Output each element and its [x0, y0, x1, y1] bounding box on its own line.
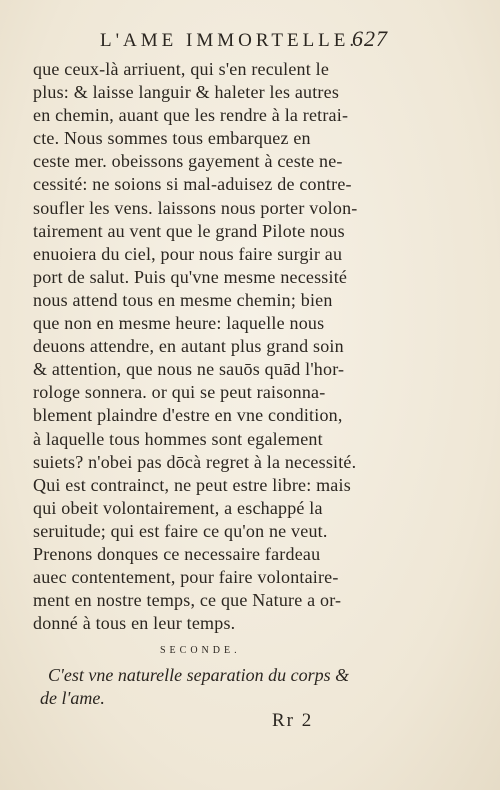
text-line: auec contentement, pour faire volontaire- — [33, 567, 339, 588]
page-number: 627 — [352, 26, 388, 51]
section-label: SECONDE. — [160, 645, 241, 656]
text-line: donné à tous en leur temps. — [33, 613, 236, 634]
text-line: rologe sonnera. or qui se peut raisonna- — [33, 382, 326, 403]
text-line: Qui est contrainct, ne peut estre libre: mais — [33, 474, 351, 495]
text-line: nous attend tous en mesme chemin; bien — [33, 289, 333, 310]
italic-heading-line: C'est vne naturelle separation du corps & — [48, 665, 350, 685]
text-line: blement plaindre d'estre en vne condition, — [33, 405, 343, 426]
text-line: tairement au vent que le grand Pilote nous — [33, 220, 345, 241]
italic-heading — [40, 664, 400, 710]
text-line: port de salut. Puis qu'vne mesme necessité — [33, 266, 348, 287]
text-line: cte. Nous sommes tous embarquez en — [33, 128, 311, 149]
signature-mark: Rr 2 — [272, 710, 314, 731]
text-line: cessité: ne soions si mal-aduisez de contre- — [33, 174, 352, 195]
text-line: à laquelle tous hommes sont egalement — [33, 428, 323, 449]
text-line: suiets? n'obei pas dōcà regret à la necessité. — [33, 451, 357, 472]
text-line: que ceux-là arriuent, qui s'en reculent le — [33, 59, 330, 79]
text-line: ceste mer. obeissons gayement à ceste ne- — [33, 151, 343, 172]
text-line: qui obeit volontairement, a eschappé la — [33, 497, 323, 518]
text-line: plus: & laisse languir & haleter les autres — [33, 82, 340, 103]
italic-heading-line: de l'ame. — [40, 688, 105, 708]
text-line: deuons attendre, en autant plus grand soin — [33, 336, 344, 357]
text-line: & attention, que nous ne sauōs quād l'hor- — [33, 359, 345, 380]
running-head: L'AME IMMORTELLE. — [100, 30, 359, 51]
text-line: seruitude; qui est faire ce qu'on ne veut. — [33, 520, 328, 541]
text-line: enuoiera du ciel, pour nous faire surgir au — [33, 243, 343, 264]
text-line: en chemin, auant que les rendre à la retrai- — [33, 105, 349, 126]
text-line: ment en nostre temps, ce que Nature a or- — [33, 590, 342, 611]
text-line: soufler les vens. laissons nous porter volon- — [33, 197, 358, 218]
text-line: Prenons donques ce necessaire fardeau — [33, 543, 321, 564]
text-line: que non en mesme heure: laquelle nous — [33, 313, 325, 334]
body-text — [33, 58, 391, 635]
